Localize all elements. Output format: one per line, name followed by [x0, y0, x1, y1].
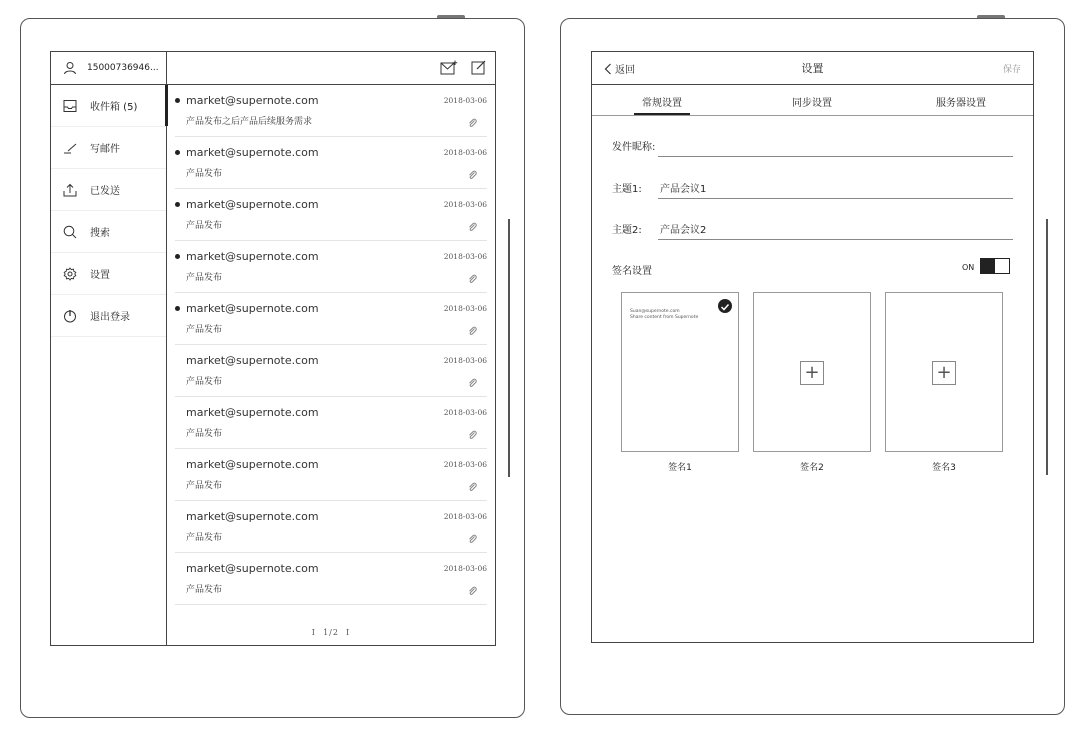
- subject1-underline: [658, 198, 1013, 199]
- signature-card-label: 签名3: [932, 463, 956, 473]
- account-row[interactable]: [51, 52, 166, 85]
- back-label: 返回: [615, 65, 635, 76]
- attachment-icon: [468, 165, 477, 184]
- mail-row[interactable]: [175, 189, 487, 241]
- unread-dot: [175, 150, 180, 155]
- attachment-icon: [468, 269, 477, 288]
- mail-subject: 产品发布: [186, 585, 223, 595]
- settings-header: [592, 52, 1033, 85]
- mail-toolbar: [167, 52, 495, 85]
- sidebar-item[interactable]: [51, 253, 166, 295]
- attachment-icon: [468, 321, 477, 340]
- mail-date: 2018-03-06: [443, 408, 487, 417]
- mail-date: 2018-03-06: [443, 512, 487, 521]
- toggle-state-label: ON: [962, 263, 975, 272]
- sidebar-item[interactable]: [51, 295, 166, 337]
- settings-tab[interactable]: 常规设置: [602, 94, 722, 109]
- mail-date: 2018-03-06: [443, 200, 487, 209]
- add-signature-button[interactable]: +: [800, 361, 824, 385]
- mail-sender: market@supernote.com: [186, 198, 319, 211]
- mail-date: 2018-03-06: [443, 564, 487, 573]
- signature-card[interactable]: [885, 292, 1003, 452]
- check-icon: [718, 299, 732, 313]
- signature-label: 签名设置: [612, 266, 652, 277]
- mail-date: 2018-03-06: [443, 356, 487, 365]
- add-signature-button[interactable]: +: [932, 361, 956, 385]
- sidebar-item-label: 已发送: [90, 186, 120, 197]
- mail-subject: 产品发布: [186, 377, 223, 387]
- device-edge-line: [508, 219, 510, 477]
- nickname-underline: [658, 156, 1013, 157]
- mail-subject: 产品发布: [186, 481, 223, 491]
- mail-subject: 产品发布: [186, 533, 223, 543]
- mail-row[interactable]: [175, 449, 487, 501]
- subject1-label: 主题1:: [612, 184, 642, 195]
- signature-line: Suan@supernote.com: [630, 309, 680, 314]
- compose-icon: [63, 141, 90, 155]
- left-device-frame: [20, 18, 525, 718]
- unread-dot: [175, 98, 180, 103]
- pager-page: 1/2: [323, 628, 339, 637]
- sidebar: [51, 52, 167, 645]
- account-name: 15000736946...: [87, 63, 159, 73]
- sidebar-item-label: 搜索: [90, 228, 110, 239]
- sidebar-item[interactable]: [51, 169, 166, 211]
- nickname-label: 发件昵称:: [612, 142, 656, 153]
- mail-row[interactable]: [175, 397, 487, 449]
- mail-row[interactable]: [175, 85, 487, 137]
- device-edge-line: [1046, 219, 1048, 475]
- mail-row[interactable]: [175, 241, 487, 293]
- sidebar-item[interactable]: [51, 127, 166, 169]
- subject2-underline: [658, 239, 1013, 240]
- signature-line: Share content from Supernote: [630, 315, 699, 320]
- attachment-icon: [468, 373, 477, 392]
- right-device-frame: [560, 18, 1065, 715]
- toggle-knob: [981, 259, 995, 273]
- mail-list: [175, 85, 487, 605]
- page-title: 设置: [801, 62, 824, 75]
- mail-row[interactable]: [175, 137, 487, 189]
- mail-sender: market@supernote.com: [186, 458, 319, 471]
- mail-screen: [50, 51, 496, 646]
- mail-row[interactable]: [175, 293, 487, 345]
- search-icon: [63, 225, 90, 239]
- attachment-icon: [468, 477, 477, 496]
- unread-dot: [175, 306, 180, 311]
- attachment-icon: [468, 529, 477, 548]
- mail-sender: market@supernote.com: [186, 94, 319, 107]
- signature-toggle[interactable]: [980, 258, 1010, 274]
- attachment-icon: [468, 217, 477, 236]
- mail-sender: market@supernote.com: [186, 406, 319, 419]
- sidebar-item-label: 写邮件: [90, 144, 120, 155]
- mail-subject: 产品发布: [186, 169, 223, 179]
- signature-card[interactable]: [753, 292, 871, 452]
- mail-sender: market@supernote.com: [186, 562, 319, 575]
- sidebar-item[interactable]: [51, 85, 166, 127]
- signature-card-label: 签名2: [800, 463, 824, 473]
- subject1-input[interactable]: 产品会议1: [660, 184, 707, 195]
- power-icon: [63, 309, 90, 323]
- pager: [167, 628, 495, 637]
- inbox-icon: [63, 99, 90, 113]
- mail-date: 2018-03-06: [443, 304, 487, 313]
- sidebar-item[interactable]: [51, 211, 166, 253]
- user-icon: [63, 61, 77, 75]
- sent-icon: [63, 183, 90, 197]
- mail-subject: 产品发布: [186, 429, 223, 439]
- new-mail-icon[interactable]: [440, 60, 458, 76]
- mail-date: 2018-03-06: [443, 96, 487, 105]
- mail-sender: market@supernote.com: [186, 250, 319, 263]
- settings-screen: [591, 51, 1034, 643]
- mail-row[interactable]: [175, 553, 487, 605]
- save-button[interactable]: 保存: [1002, 65, 1021, 75]
- signature-preview: [630, 309, 698, 321]
- mail-sender: market@supernote.com: [186, 354, 319, 367]
- mail-subject: 产品发布: [186, 325, 223, 335]
- pager-prev[interactable]: I: [311, 628, 316, 637]
- signature-card[interactable]: [621, 292, 739, 452]
- edit-icon[interactable]: [471, 60, 487, 76]
- mail-sender: market@supernote.com: [186, 510, 319, 523]
- settings-tabs: [592, 85, 1033, 116]
- unread-dot: [175, 254, 180, 259]
- mail-row[interactable]: [175, 345, 487, 397]
- sidebar-item-label: 收件箱 (5): [90, 102, 138, 113]
- attachment-icon: [468, 113, 477, 132]
- signature-card-label: 签名1: [668, 463, 692, 473]
- subject2-input[interactable]: 产品会议2: [660, 225, 707, 236]
- device-notch: [977, 15, 1005, 18]
- sidebar-item-label: 退出登录: [90, 312, 130, 323]
- settings-tab[interactable]: 服务器设置: [936, 98, 986, 109]
- settings-tab[interactable]: 同步设置: [792, 98, 832, 109]
- mail-row[interactable]: [175, 501, 487, 553]
- mail-subject: 产品发布: [186, 273, 223, 283]
- gear-icon: [63, 267, 90, 281]
- mail-date: 2018-03-06: [443, 148, 487, 157]
- mail-date: 2018-03-06: [443, 460, 487, 469]
- unread-dot: [175, 202, 180, 207]
- sidebar-item-label: 设置: [90, 270, 110, 281]
- mail-subject: 产品发布之后产品后续服务需求: [186, 117, 313, 127]
- mail-subject: 产品发布: [186, 221, 223, 231]
- mail-date: 2018-03-06: [443, 252, 487, 261]
- mail-sender: market@supernote.com: [186, 302, 319, 315]
- attachment-icon: [468, 581, 477, 600]
- attachment-icon: [468, 425, 477, 444]
- subject2-label: 主题2:: [612, 225, 642, 236]
- device-notch: [437, 15, 465, 18]
- pager-next[interactable]: I: [346, 628, 351, 637]
- mail-sender: market@supernote.com: [186, 146, 319, 159]
